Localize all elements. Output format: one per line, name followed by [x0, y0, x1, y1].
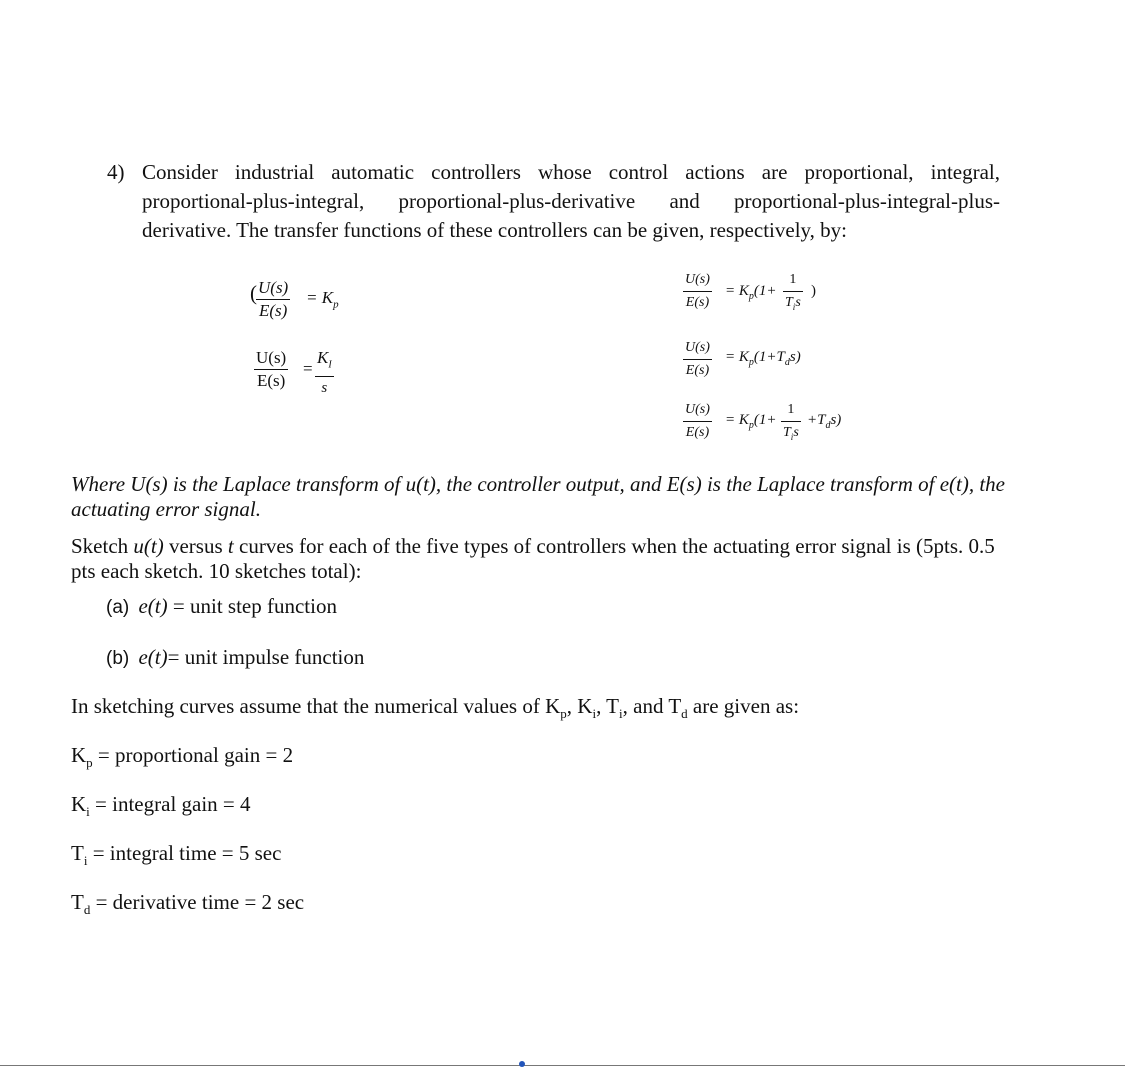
page-divider [0, 1065, 1125, 1066]
fraction: $\frac{U(s)}{E(s)}$ [258, 278, 289, 320]
equation-proportional-integral: $\frac{U(s)}{E(s)}$ = $K_p(1+$ 1 $T_is$ ) [683, 270, 863, 318]
case-b: (b) e(t)= unit impulse function [106, 645, 365, 669]
sketch-instruction: Sketch u(t) versus t curves for each of the five types of controllers when the actuating error signal is (5pts. 0.5 pts each sketch. 10 sketches total): [71, 534, 995, 583]
equation-proportional-derivative: $\frac{U(s)}{E(s)}$ = $K_p(1+T_ds)$ [683, 338, 863, 386]
equation-proportional [250, 278, 370, 323]
rhs-fraction: $\frac{K_I}{s}$ [317, 348, 332, 397]
assumption-line: In sketching curves assume that the numerical values of $K_p$, $K_i$, $T_i$, and $T_d$ are given as: [71, 694, 800, 722]
equation-proportional-integral-derivative: $\frac{U(s)}{E(s)}$ = $K_p(1+$ 1 $T_is$ $+T_ds$) [683, 400, 883, 448]
case-a: (a) e(t) = unit step function [106, 594, 337, 618]
scroll-indicator-dot[interactable] [519, 1061, 525, 1067]
question-text: Consider industrial automatic controllers whose control actions are proportional, integral, proportional-plus-integral, proportional-plus-derivative and proportional-plus-integral-plus-derivative. The transfer functions of these controllers can be given, respectively, by: [142, 160, 1000, 242]
fraction: $\frac{U(s)}{E(s)}$ [256, 348, 287, 390]
param-kp: $K_p$ = proportional gain = 2 [71, 743, 294, 771]
param-ki: $K_i$ = integral gain = 4 [71, 792, 251, 820]
rhs: = $K_p$ [306, 288, 339, 311]
where-paragraph: Where U(s) is the Laplace transform of u(t), the controller output, and E(s) is the Laplace transform of e(t), the actuating error signal. [71, 472, 1005, 521]
equation-integral: $\frac{U(s)}{E(s)}$ = $\frac{K_I}{s}$ [256, 348, 332, 397]
param-td: $T_d$ = derivative time = 2 sec [71, 890, 305, 918]
question-number: 4) [107, 160, 125, 184]
paren: ( [250, 281, 257, 305]
param-ti: $T_i$ = integral time = 5 sec [71, 841, 282, 869]
question-block [107, 158, 1000, 245]
